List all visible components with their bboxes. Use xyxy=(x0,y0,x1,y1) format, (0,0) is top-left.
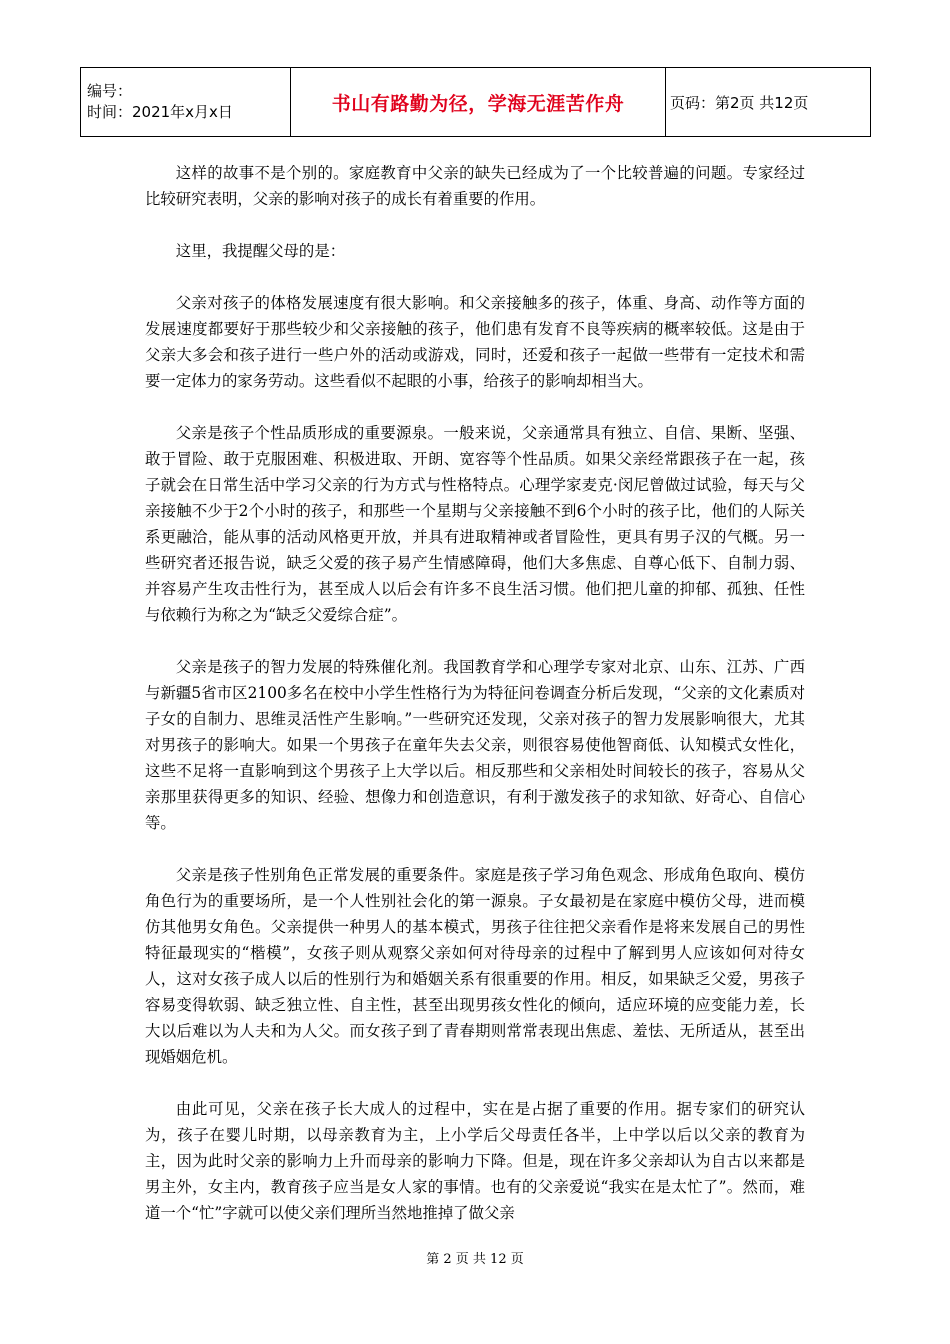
header-motto-cell xyxy=(291,68,666,137)
header-page-label: 页码：第2页 共12页 xyxy=(670,93,809,112)
document-number-label: 编号： xyxy=(87,82,133,100)
page-footer xyxy=(0,1248,950,1267)
body-paragraph: 这里，我提醒父母的是： xyxy=(175,242,346,260)
body-paragraph: 父亲是孩子个性品质形成的重要源泉。一般来说，父亲通常具有独立、自信、果断、坚强、敢于冒险、敢于克服困难、积极进取、开朗、宽容等个性品质。如果父亲经常跟孩子在一起，孩子就会在日常生活中学习父亲的行为方式与性格特点。心理学家麦克·闵尼曾做过试验，每天与父亲接触不少于2个小时的孩子，和那些一个星期与父亲接触不到6个小时的孩子比，他们的人际关系更融洽，能从事的活动风格更开放，并具有进取精神或者冒险性，更具有男子汉的气概。另一些研究者还报告说，缺乏父爱的孩子易产生情感障碍，他们大多焦虑、自尊心低下、自制力弱、并容易产生攻击性行为，甚至成人以后会有许多不良生活习惯。他们把儿童的抑郁、孤独、任性与依赖行为称之为“缺乏父爱综合症”。 xyxy=(145,424,805,624)
header-motto: 书山有路勤为径，学海无涯苦作舟 xyxy=(331,92,625,115)
header-table xyxy=(80,67,871,137)
header-meta-cell xyxy=(81,68,291,137)
body-paragraph: 父亲是孩子性别角色正常发展的重要条件。家庭是孩子学习角色观念、形成角色取向、模仿角色行为的重要场所，是一个人性别社会化的第一源泉。子女最初是在家庭中模仿父母，进而模仿其他男女角色。父亲提供一种男人的基本模式，男孩子往往把父亲看作是将来发展自己的男性特征最现实的“楷模”，女孩子则从观察父亲如何对待母亲的过程中了解到男人应该如何对待女人，这对女孩子成人以后的性别行为和婚姻关系有很重要的作用。相反，如果缺乏父爱，男孩子容易变得软弱、缺乏独立性、自主性，甚至出现男孩女性化的倾向，适应环境的应变能力差，长大以后难以为人夫和为人父。而女孩子到了青春期则常常表现出焦虑、羞怯、无所适从，甚至出现婚姻危机。 xyxy=(145,866,805,1066)
body-paragraph: 父亲是孩子的智力发展的特殊催化剂。我国教育学和心理学专家对北京、山东、江苏、广西与新疆5省市区2100多名在校中小学生性格行为为特征问卷调查分析后发现，“父亲的文化素质对子女的自制力、思维灵活性产生影响。”一些研究还发现，父亲对孩子的智力发展影响很大，尤其对男孩子的影响大。如果一个男孩子在童年失去父亲，则很容易使他智商低、认知模式女性化，这些不足将一直影响到这个男孩子上大学以后。相反那些和父亲相处时间较长的孩子，容易从父亲那里获得更多的知识、经验、想像力和创造意识，有利于激发孩子的求知欲、好奇心、自信心等。 xyxy=(145,658,805,832)
document-body xyxy=(145,160,805,1252)
header-page-cell xyxy=(666,68,871,137)
footer-page-number: 第 2 页 共 12 页 xyxy=(426,1252,524,1267)
body-paragraph: 由此可见，父亲在孩子长大成人的过程中，实在是占据了重要的作用。据专家们的研究认为，孩子在婴儿时期，以母亲教育为主，上小学后父母责任各半，上中学以后以父亲的教育为主，因为此时父亲的影响力上升而母亲的影响力下降。但是，现在许多父亲却认为自古以来都是男主外，女主内，教育孩子应当是女人家的事情。也有的父亲爱说“我实在是太忙了”。然而，难道一个“忙”字就可以使父亲们理所当然地推掉了做父亲 xyxy=(145,1100,805,1222)
body-paragraph: 这样的故事不是个别的。家庭教育中父亲的缺失已经成为了一个比较普遍的问题。专家经过比较研究表明，父亲的影响对孩子的成长有着重要的作用。 xyxy=(145,164,805,208)
body-paragraph: 父亲对孩子的体格发展速度有很大影响。和父亲接触多的孩子，体重、身高、动作等方面的发展速度都要好于那些较少和父亲接触的孩子，他们患有发育不良等疾病的概率较低。这是由于父亲大多会和孩子进行一些户外的活动或游戏，同时，还爱和孩子一起做一些带有一定技术和需要一定体力的家务劳动。这些看似不起眼的小事，给孩子的影响却相当大。 xyxy=(145,294,805,390)
document-date-label: 时间：2021年x月x日 xyxy=(87,103,233,121)
